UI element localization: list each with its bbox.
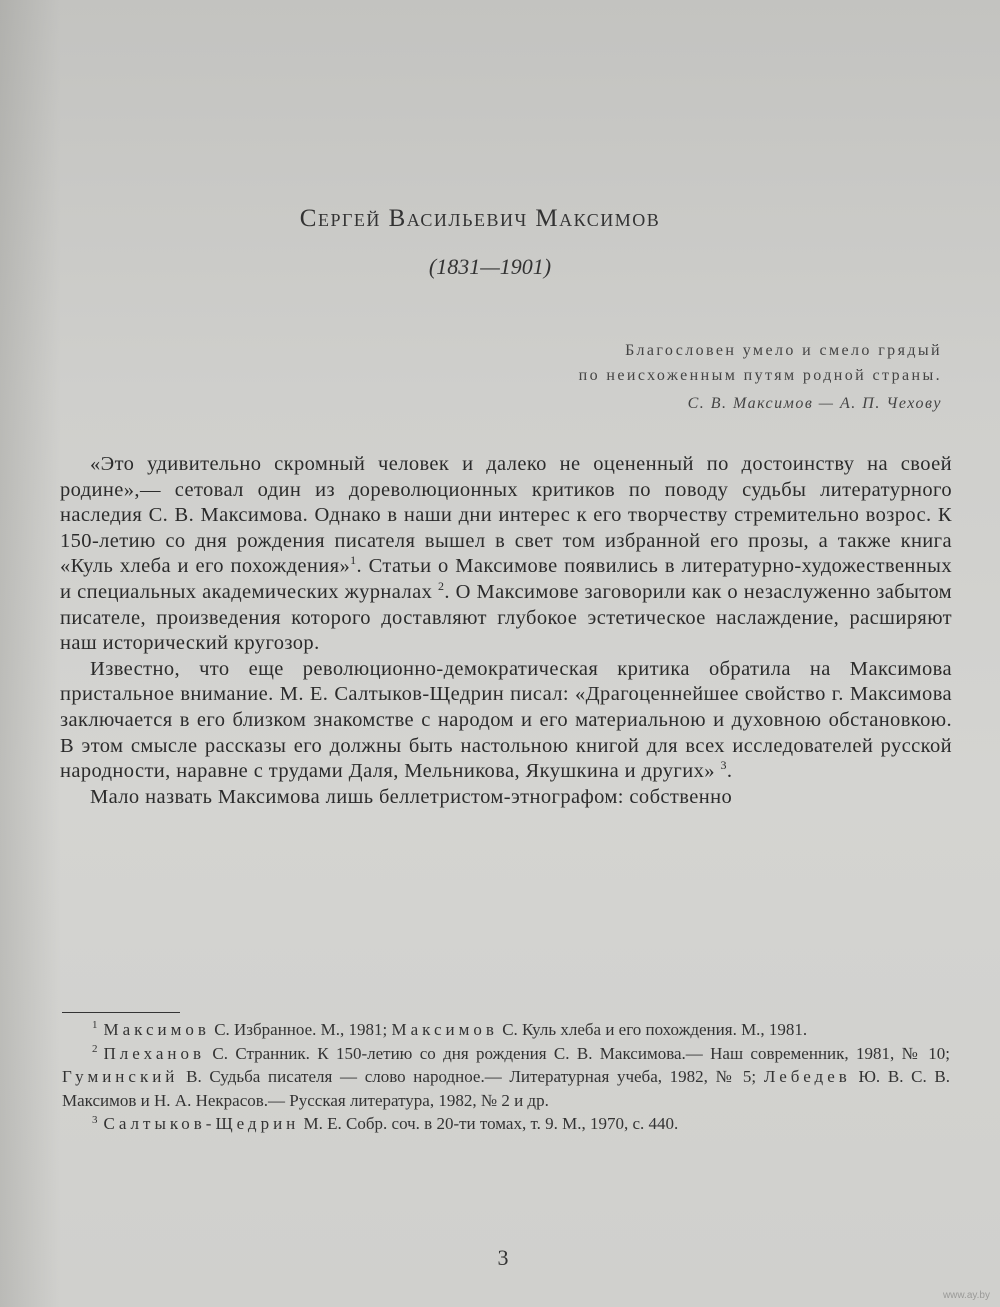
footnote-2-author-3: Лебедев [763,1067,851,1087]
footnote-2-author-2: Гуминский [62,1067,179,1087]
watermark: www.ay.by [942,1290,990,1301]
footnote-3-number: 3 [92,1113,98,1126]
footnote-3-text-1: М. Е. Собр. соч. в 20-ти томах, т. 9. М., 1970, с. 440. [299,1114,679,1134]
footnotes [62,1018,950,1136]
footnote-ref-1: 1 [350,553,357,568]
footnote-1-author-1: Максимов [103,1020,210,1039]
footnote-2-number: 2 [92,1042,98,1055]
footnote-1-text-1: С. Избранное. М., 1981; [209,1020,392,1039]
paragraph-2-part-b: . [726,760,733,783]
epigraph-line-1: Благословен умело и смело грядый [625,342,942,359]
footnote-ref-3: 3 [720,758,727,773]
footnote-2-text-3: Ю. В. С. В. Максимов и Н. А. Некрасов.— Русская литература, 1982, № 2 и др. [62,1067,950,1110]
footnote-1-author-2: Максимов [391,1020,498,1039]
page-number: 3 [497,1245,509,1270]
chapter-title: Сергей Васильевич Максимов [299,205,661,232]
footnote-3-author-1: Салтыков-Щедрин [103,1114,300,1134]
footnote-ref-2: 2 [437,579,445,594]
paragraph-2-part-a: Известно, что еще революционно-демократическая критика обратила на Максимова пристальное внимание. М. Е. Салтыков-Щедрин писал: «Драгоценнейшее свойство г. Максимова заключается в его близком знакомстве с народом и его материальною и духовною обстановкою. В этом смысле рассказы его должны быть настольною книгой для всех исследователей русской народности, наравне с трудами Даля, Мельникова, Якушкина и других» [60,657,952,783]
epigraph-line-2: по неисхоженным путям родной страны. [578,367,942,384]
paragraph-2 [60,657,952,785]
epigraph-attribution: С. В. Максимов — А. П. Чехову [687,395,942,412]
paragraph-1-part-c: . О Максимове заговорили как о незаслуженно забытом писателе, произведения которого доставляют глубокое эстетическое наслаждение, расширяют наш исторический кругозор. [60,580,953,655]
epigraph [382,338,942,416]
footnote-3 [62,1112,950,1136]
page-shadow [0,0,60,1307]
life-dates: (1831—1901) [428,254,552,279]
footnote-2-text-1: С. Странник. К 150-летию со дня рождения С. В. Максимова.— Наш современник, 1981, № 10; [205,1043,950,1063]
body-text [60,452,952,810]
footnote-2-text-2: В. Судьба писателя — слово народное.— Литературная учеба, 1982, № 5; [178,1067,764,1087]
footnote-1 [62,1018,950,1042]
paragraph-1-part-b: . Статьи о Максимове появились в литературно-художественных и специальных академических журналах [60,555,952,603]
paragraph-1-part-a: «Это удивительно скромный человек и далеко не оцененный по достоинству на своей родине»,— сетовал один из дореволюционных критиков по поводу судьбы литературного наследия С. В. Максимова. Однако в наши дни интерес к его творчеству стремительно возрос. К 150-летию со дня рождения писателя вышел в свет том избранной его прозы, а также книга «Куль хлеба и его похождения» [60,453,952,578]
footnote-2-author-1: Плеханов [103,1043,206,1063]
footnote-1-text-2: С. Куль хлеба и его похождения. М., 1981. [497,1020,808,1039]
paragraph-3: Мало назвать Максимова лишь беллетристом-этнографом: собственно [90,785,733,808]
footnote-1-number: 1 [92,1019,98,1032]
paragraph-1 [60,452,952,657]
footnote-2 [62,1042,950,1113]
footnote-separator [62,1012,180,1013]
